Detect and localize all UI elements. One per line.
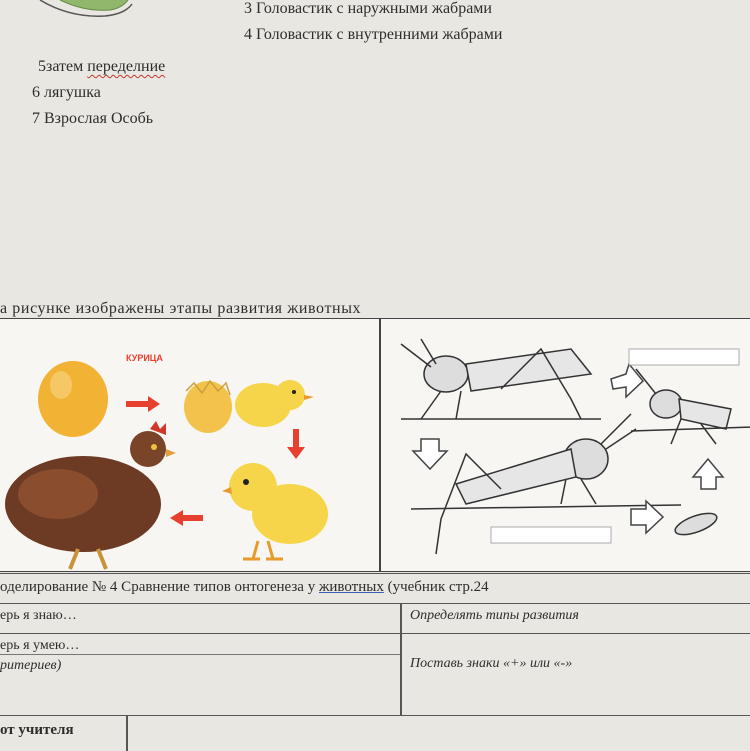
outline-arrow-down-icon (413, 439, 447, 469)
table-title (0, 579, 489, 596)
egg-icon (38, 361, 108, 437)
row2-inner-line (0, 654, 400, 655)
outline-arrow-right-icon (611, 364, 643, 397)
egg-pod-icon (673, 509, 720, 539)
table-title-suffix: (учебник стр.24 (383, 579, 489, 595)
table-title-link: животных (318, 579, 384, 595)
stage-6: 6 лягушка (32, 84, 101, 101)
label-box (491, 527, 611, 543)
chicken-label: КУРИЦА (126, 353, 163, 363)
table-row-3 (0, 715, 750, 751)
arrow-right-icon (126, 396, 160, 412)
adult-grasshopper-icon (401, 339, 601, 419)
nymph-grasshopper-icon (631, 369, 750, 444)
table-title-prefix: оделирование № 4 Сравнение типов онтогенеза у (0, 579, 319, 595)
figure-caption: а рисунке изображены этапы развития животных (0, 300, 362, 317)
stage-3: 3 Головастик с наружными жабрами (244, 0, 492, 17)
label-box (629, 349, 739, 365)
hen-icon (5, 421, 176, 569)
row1-left: ерь я знаю… (0, 608, 77, 623)
chicken-cycle-illustration (0, 319, 379, 571)
row2-right: Поставь знаки «+» или «-» (410, 656, 573, 671)
chicken-development-panel (0, 318, 380, 572)
stage-7: 7 Взрослая Особь (32, 110, 154, 127)
chick-icon (222, 463, 328, 559)
row3-divider (126, 716, 128, 751)
arrow-left-icon (170, 510, 203, 526)
hatching-chick-icon (184, 380, 314, 433)
stage-5 (38, 58, 165, 76)
arrow-down-icon (287, 429, 305, 459)
grasshopper-development-panel (380, 318, 750, 572)
row1-right: Определять типы развития (410, 608, 579, 623)
stage-5-prefix: 5затем (38, 58, 88, 75)
outline-arrow-up-icon (693, 459, 723, 489)
table-row-1 (0, 603, 750, 634)
stage-4: 4 Головастик с внутренними жабрами (244, 26, 503, 43)
row3-left: от учителя (0, 722, 74, 738)
stage-5-word: переделние (87, 58, 166, 75)
frog-tail-illustration (0, 0, 140, 25)
row2-left-line1: ерь я умею… (0, 638, 80, 653)
grasshopper-cycle-illustration (381, 319, 750, 571)
table-title-row (0, 573, 750, 604)
row2-left-line2: ритериев) (0, 658, 62, 673)
table-row-2 (0, 633, 750, 684)
